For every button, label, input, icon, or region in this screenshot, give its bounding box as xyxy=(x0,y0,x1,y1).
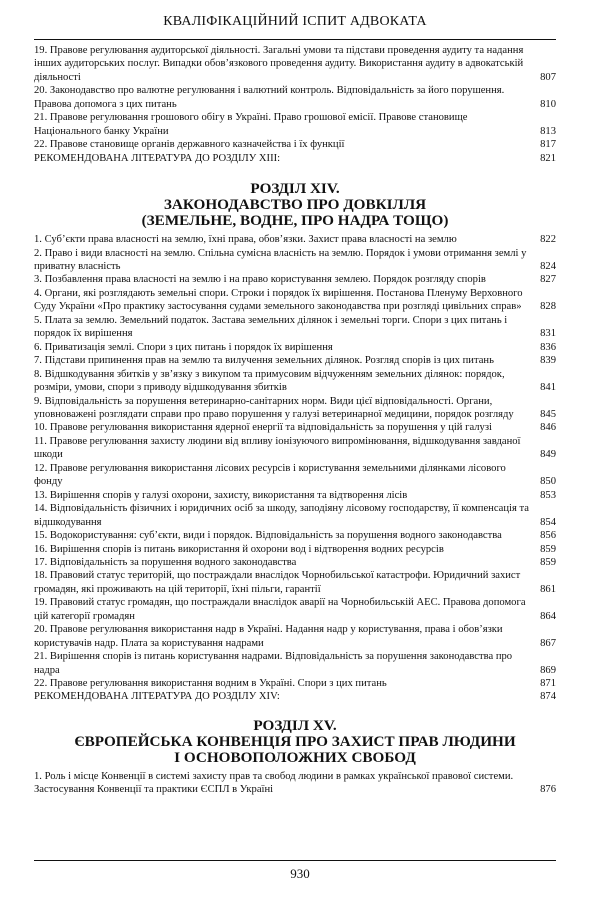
toc-entry-page: 822 xyxy=(540,234,556,246)
header-rule xyxy=(34,39,556,40)
toc-section-15 xyxy=(34,770,556,797)
toc-entry-page: 821 xyxy=(540,152,556,164)
toc-entry-text: 5. Плата за землю. Земельний податок. Застава земельних ділянок і земельні торги. Спори з цих питань і порядок їх вирішення xyxy=(34,314,508,340)
toc-top-block xyxy=(34,44,556,165)
toc-entry xyxy=(34,770,556,797)
toc-entry-page: 859 xyxy=(540,556,556,568)
toc-entry-text: 20. Законодавство про валютне регулювання і валютний контроль. Відповідальність за його порушення. Правова допомога з цих питань xyxy=(34,85,505,110)
section-14-heading xyxy=(34,181,556,229)
toc-entry-page: 810 xyxy=(540,98,556,110)
toc-entry xyxy=(34,543,556,556)
toc-entry-text: 6. Приватизація землі. Спори з цих питань і порядок їх вирішення xyxy=(34,341,333,353)
toc-entry-text: 1. Роль і місце Конвенції в системі захисту прав та свобод людини в рамках української правової системи. Застосування Конвенції та практики ЄСПЛ в Україні xyxy=(34,770,514,796)
toc-entry xyxy=(34,233,556,246)
toc-entry xyxy=(34,623,556,650)
toc-entry-page: 836 xyxy=(540,341,556,353)
section-15-heading xyxy=(34,718,556,766)
toc-entry xyxy=(34,435,556,462)
toc-entry-text: 19. Правове регулювання аудиторської діяльності. Загальні умови та підстави проведення аудиту та надання інших аудиторських послуг. Випадки обов’язкового проведення аудиту. Використання аудиту в адвокатській діяльності xyxy=(34,45,524,83)
section-14-subtitle: (ЗЕМЕЛЬНЕ, ВОДНЕ, ПРО НАДРА ТОЩО) xyxy=(141,212,449,230)
section-14-title: ЗАКОНОДАВСТВО ПРО ДОВКІЛЛЯ xyxy=(163,196,427,214)
toc-entry xyxy=(34,569,556,596)
toc-entry-page: 841 xyxy=(540,382,556,394)
toc-entry-text: 1. Суб’єкти права власності на землю, їхні права, обов’язки. Захист права власності на землю xyxy=(34,234,457,246)
page-number: 930 xyxy=(290,866,310,881)
toc-entry-text: 12. Правове регулювання використання лісових ресурсів і користування земельними ділянками лісового фонду xyxy=(34,462,506,488)
toc-entry-page: 874 xyxy=(540,691,556,703)
toc-entry-text: 15. Водокористування: суб’єкти, види і порядок. Відповідальність за порушення водного законодавства xyxy=(34,530,502,542)
toc-entry xyxy=(34,690,556,703)
toc-entry xyxy=(34,138,556,151)
toc-entry xyxy=(34,84,556,111)
toc-entry xyxy=(34,368,556,395)
toc-entry xyxy=(34,111,556,138)
toc-entry xyxy=(34,421,556,434)
toc-entry-page: 850 xyxy=(540,476,556,488)
toc-entry-page: 817 xyxy=(540,139,556,151)
toc-entry xyxy=(34,650,556,677)
section-15-title: ЄВРОПЕЙСЬКА КОНВЕНЦІЯ ПРО ЗАХИСТ ПРАВ ЛЮДИНИ xyxy=(74,732,516,750)
toc-entry xyxy=(34,44,556,84)
toc-entry-page: 869 xyxy=(540,664,556,676)
toc-entry xyxy=(34,273,556,286)
toc-entry xyxy=(34,287,556,314)
toc-entry-text: 18. Правовий статус територій, що постраждали внаслідок Чорнобильської катастрофи. Юридичний захист громадян, які проживають на цій території, їхні пільги, гарантії xyxy=(34,570,521,595)
toc-entry-page: 871 xyxy=(540,678,556,690)
toc-entry-page: 839 xyxy=(540,355,556,367)
toc-entry-page: 831 xyxy=(540,328,556,340)
toc-entry-page: 867 xyxy=(540,637,556,649)
toc-entry-text: 22. Правове регулювання використання водним в Україні. Спори з цих питань xyxy=(34,678,387,690)
toc-entry-text: 22. Правове становище органів державного казначейства і їх функції xyxy=(34,139,345,151)
toc-entry-text: 14. Відповідальність фізичних і юридичних осіб за шкоду, заподіяну лісовому господарству, її компенсація та відшкодування xyxy=(34,503,529,528)
toc-entry-text: 8. Відшкодування збитків у зв’язку з викупом та примусовим відчуженням земельних ділянок: порядок, розміри, умови, спори з приводу відшкодування збитків xyxy=(34,368,505,394)
section-15-subtitle: І ОСНОВОПОЛОЖНИХ СВОБОД xyxy=(174,748,416,766)
toc-entry-text: 7. Підстави припинення прав на землю та вилучення земельних ділянок. Розгляд спорів із цих питань xyxy=(34,355,494,367)
toc-entry-page: 864 xyxy=(540,610,556,622)
toc-entry-page: 876 xyxy=(540,784,556,796)
toc-entry-page: 827 xyxy=(540,274,556,286)
toc-entry-text: 21. Правове регулювання грошового обігу в Україні. Право грошової емісії. Правове становище Національного банку України xyxy=(34,112,468,137)
toc-entry-text: 11. Правове регулювання захисту людини від впливу іонізуючого випромінювання, відшкодування завданої шкоди xyxy=(34,435,521,461)
toc-section-14 xyxy=(34,233,556,704)
toc-entry-page: 813 xyxy=(540,125,556,137)
toc-entry-page: 824 xyxy=(540,260,556,272)
running-header: КВАЛІФІКАЦІЙНИЙ ІСПИТ АДВОКАТА xyxy=(163,14,427,29)
toc-entry-text: 17. Відповідальність за порушення водного законодавства xyxy=(34,556,297,568)
toc-entry-page: 846 xyxy=(540,422,556,434)
toc-entry xyxy=(34,556,556,569)
toc-entry-page: 853 xyxy=(540,489,556,501)
toc-entry xyxy=(34,152,556,165)
toc-entry xyxy=(34,314,556,341)
toc-entry-page: 807 xyxy=(540,71,556,83)
toc-entry-text: РЕКОМЕНДОВАНА ЛІТЕРАТУРА ДО РОЗДІЛУ XIV: xyxy=(34,691,280,703)
toc-entry-text: РЕКОМЕНДОВАНА ЛІТЕРАТУРА ДО РОЗДІЛУ XIII: xyxy=(34,152,281,164)
toc-entry xyxy=(34,502,556,529)
toc-entry-text: 19. Правовий статус громадян, що постраждали внаслідок аварії на Чорнобильській АЕС. Правова допомога цій категорії громадян xyxy=(34,597,526,622)
toc-entry xyxy=(34,395,556,422)
toc-entry xyxy=(34,596,556,623)
toc-entry-text: 3. Позбавлення права власності на землю і на право користування землею. Порядок розгляду спорів xyxy=(34,274,486,286)
toc-entry xyxy=(34,354,556,367)
section-14-number: РОЗДІЛ XIV. xyxy=(250,180,340,198)
toc-entry-text: 2. Право і види власності на землю. Спільна сумісна власність на землю. Порядок і умови отримання землі у приватну власність xyxy=(34,247,527,272)
toc-entry-page: 861 xyxy=(540,583,556,595)
toc-entry-text: 9. Відповідальність за порушення ветеринарно-санітарних норм. Види цієї відповідальності. Органи, уповноважені розглядати справи про право порушення у галузі ветеринарної медицини, порядок розгляду xyxy=(34,395,514,420)
toc-entry-page: 845 xyxy=(540,408,556,420)
toc-entry xyxy=(34,247,556,274)
toc-entry xyxy=(34,677,556,690)
toc-entry-page: 849 xyxy=(540,449,556,461)
toc-entry-text: 4. Органи, які розглядають земельні спори. Строки і порядок їх вирішення. Постанова Пленуму Верховного Суду України «Про практику застосування судами земельного законодавства при розгляді цивільних справ» xyxy=(34,287,523,313)
toc-entry-page: 859 xyxy=(540,543,556,555)
toc-entry-text: 21. Вирішення спорів із питань користування надрами. Відповідальність за порушення законодавства про надра xyxy=(34,651,513,676)
section-15-number: РОЗДІЛ XV. xyxy=(253,716,337,734)
footer-rule xyxy=(34,860,556,861)
toc-entry-text: 20. Правове регулювання використання надр в Україні. Надання надр у користування, права і обов’язки користувачів надр. Плата за користування надрами xyxy=(34,624,503,649)
toc-entry-page: 856 xyxy=(540,530,556,542)
toc-entry-text: 13. Вирішення спорів у галузі охорони, захисту, використання та відтворення лісів xyxy=(34,489,408,501)
toc-entry-page: 828 xyxy=(540,301,556,313)
toc-entry-text: 10. Правове регулювання використання ядерної енергії та відповідальність за порушення у цій галузі xyxy=(34,422,492,434)
toc-entry xyxy=(34,529,556,542)
toc-entry-page: 854 xyxy=(540,516,556,528)
toc-entry xyxy=(34,341,556,354)
toc-entry xyxy=(34,462,556,489)
toc-entry-text: 16. Вирішення спорів із питань використання й охорони вод і відтворення водних ресурсів xyxy=(34,543,444,555)
toc-entry xyxy=(34,489,556,502)
